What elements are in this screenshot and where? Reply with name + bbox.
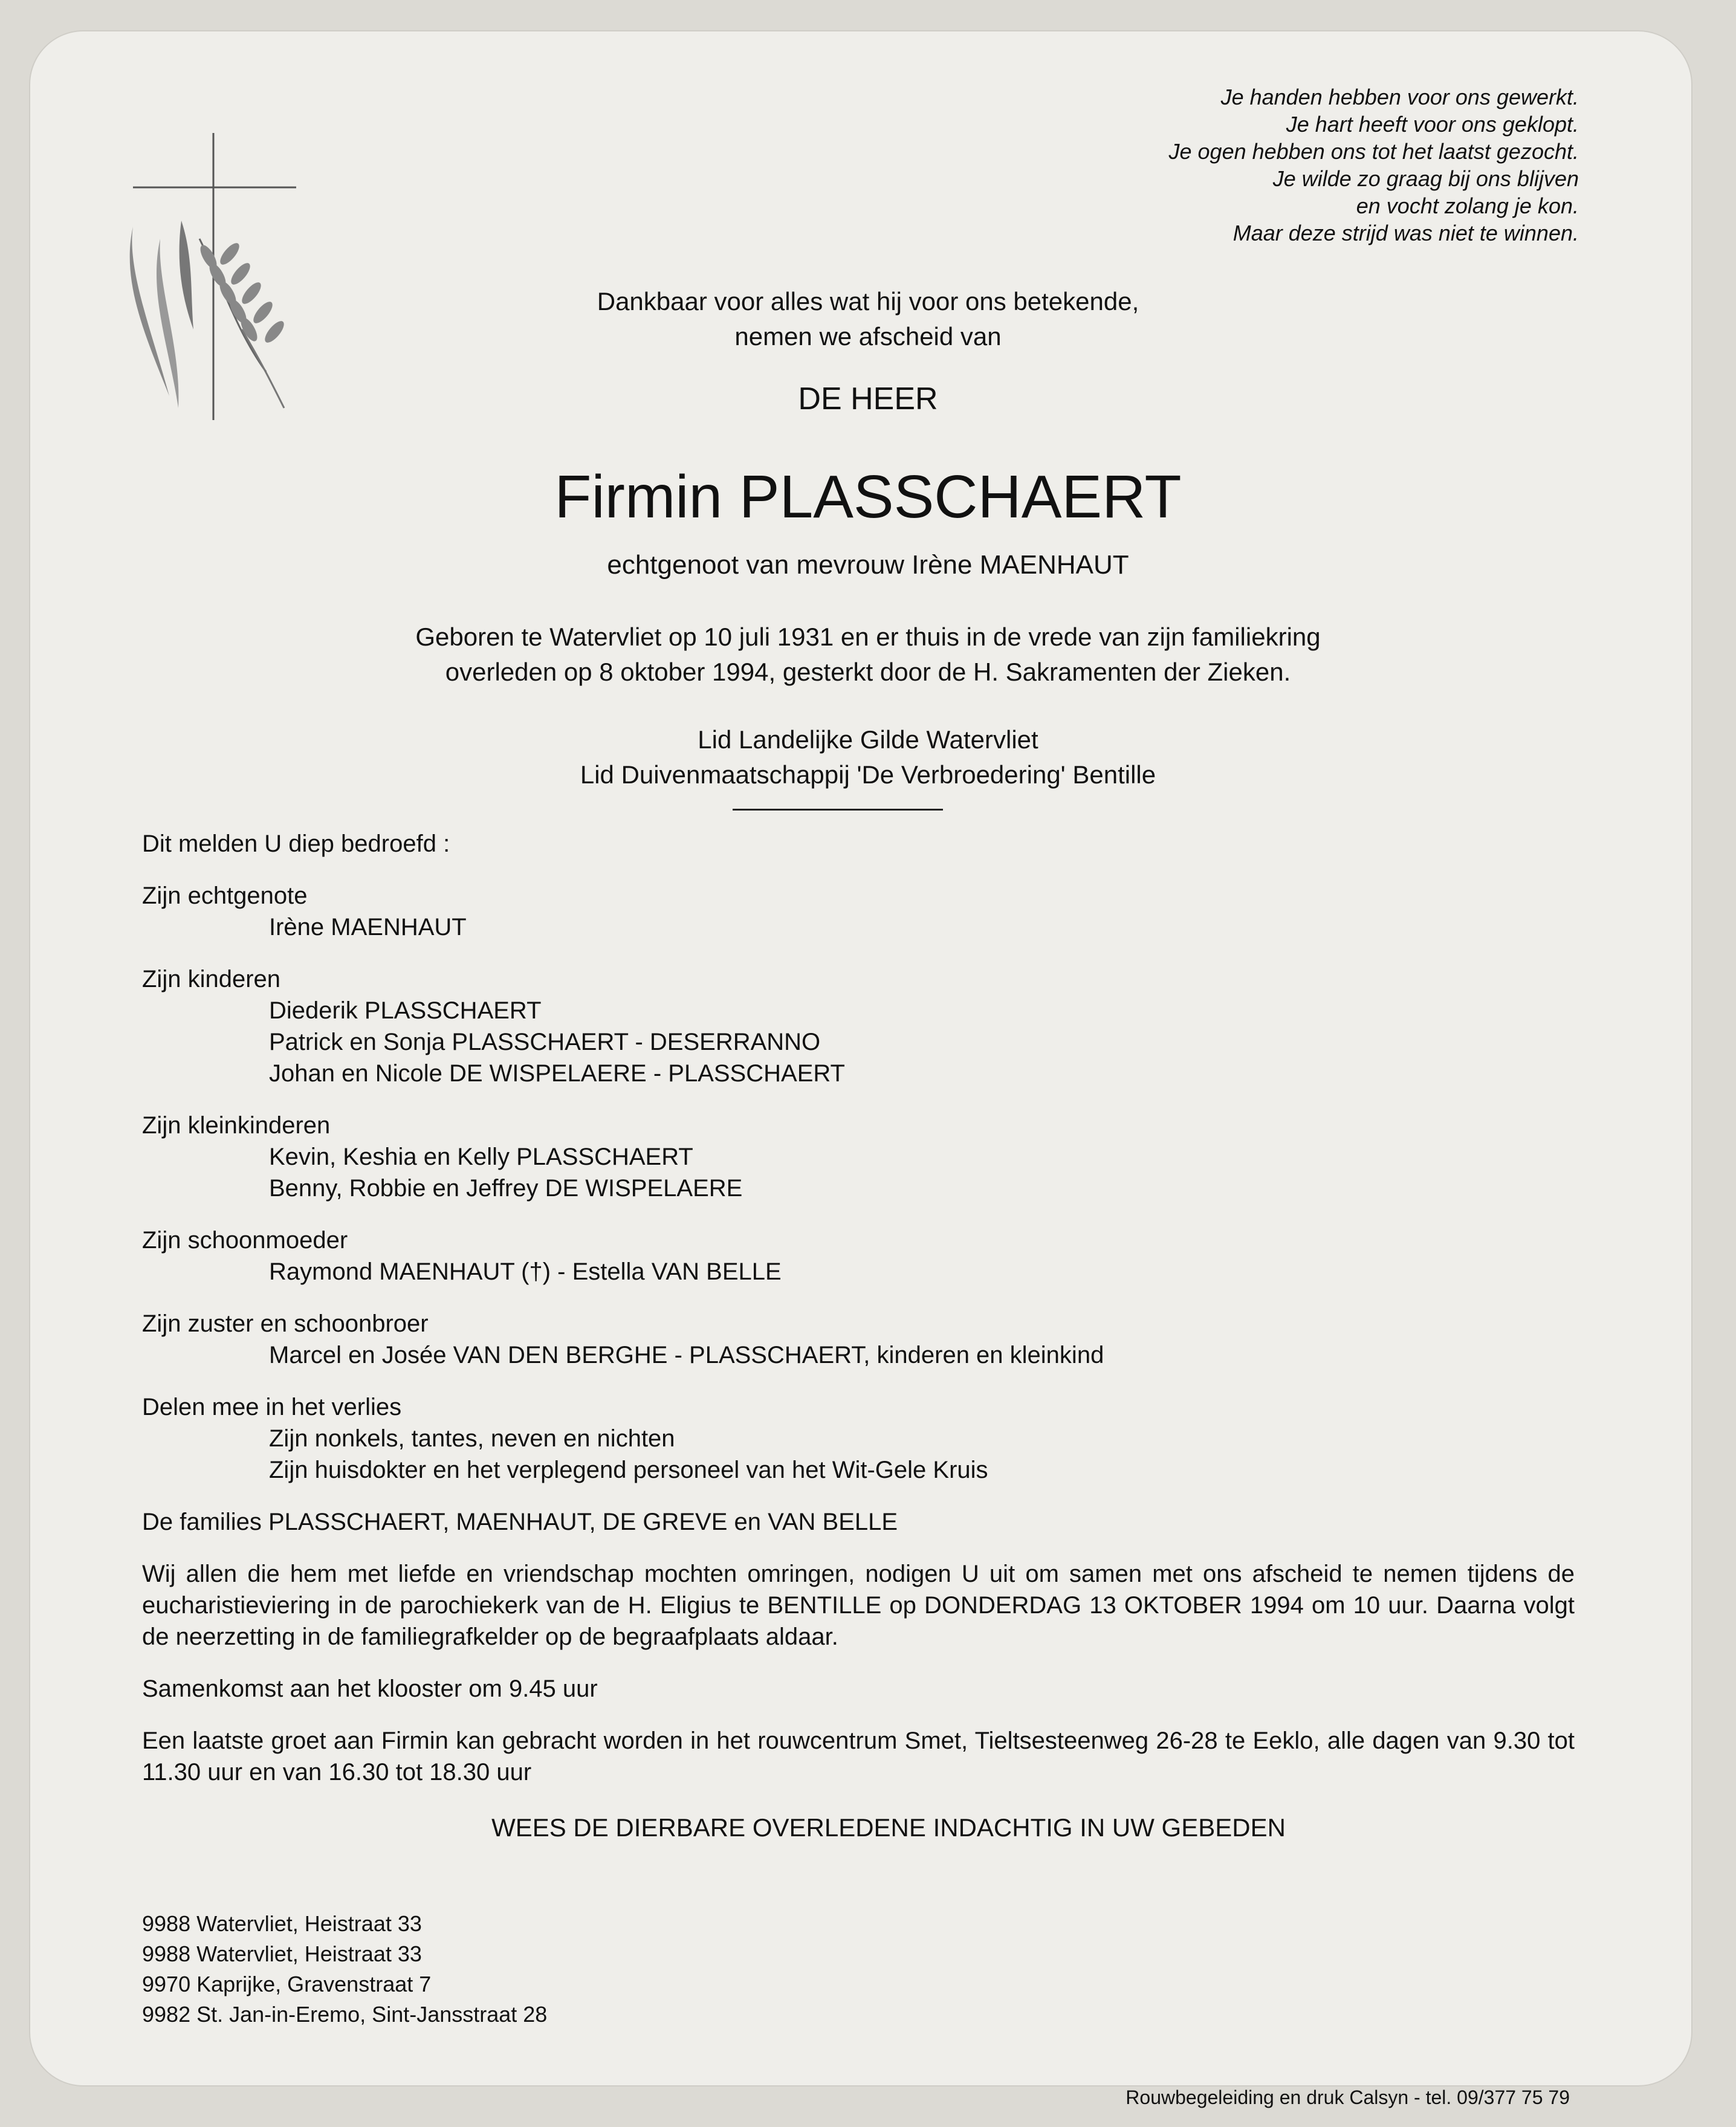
poem-line: en vocht zolang je kon.: [1356, 193, 1579, 218]
divider: [733, 809, 943, 811]
membership-line: Lid Landelijke Gilde Watervliet: [698, 725, 1038, 754]
family-group: [142, 880, 1575, 943]
poem-line: Je wilde zo graag bij ons blijven: [1272, 166, 1579, 191]
family-group-head: Delen mee in het verlies: [142, 1394, 402, 1420]
intro: [0, 284, 1736, 354]
family-group: [142, 963, 1575, 1089]
family-group-head: Zijn kinderen: [142, 966, 281, 992]
family-member: Patrick en Sonja PLASSCHAERT - DESERRANNO: [269, 1029, 821, 1055]
family-group: [142, 1391, 1575, 1486]
last-greeting-paragraph: Een laatste groet aan Firmin kan gebracht worden in het rouwcentrum Smet, Tieltsesteenweg 26-28 te Eeklo, alle dagen van 9.30 tot 11.30 uur en van 16.30 tot 18.30 uur: [142, 1727, 1575, 1785]
membership-line: Lid Duivenmaatschappij 'De Verbroedering' Bentille: [580, 760, 1156, 789]
family-member: Zijn huisdokter en het verplegend personeel van het Wit-Gele Kruis: [269, 1457, 988, 1483]
poem-line: Je ogen hebben ons tot het laatst gezocht.: [1168, 139, 1579, 164]
family-group: [142, 1308, 1575, 1371]
poem-line: Je hart heeft voor ons geklopt.: [1286, 112, 1579, 137]
family-group-head: Zijn zuster en schoonbroer: [142, 1310, 429, 1337]
poem: [1169, 83, 1579, 247]
family-member: Raymond MAENHAUT (†) - Estella VAN BELLE: [269, 1258, 782, 1285]
family-group-head: Zijn echtgenote: [142, 882, 308, 909]
addresses: [142, 1909, 547, 2030]
address-line: 9970 Kaprijke, Gravenstraat 7: [142, 1972, 432, 1996]
printer-credit: Rouwbegeleiding en druk Calsyn - tel. 09/377 75 79: [1125, 2087, 1570, 2108]
family-member: Benny, Robbie en Jeffrey DE WISPELAERE: [269, 1175, 743, 1202]
family-group: [142, 1225, 1575, 1287]
died-line: overleden op 8 oktober 1994, gesterkt door de H. Sakramenten der Zieken.: [445, 658, 1291, 686]
gathering-line: Samenkomst aan het klooster om 9.45 uur: [142, 1675, 598, 1702]
life-dates: [0, 620, 1736, 690]
address-line: 9988 Watervliet, Heistraat 33: [142, 1911, 422, 1936]
announcement-body: [142, 828, 1575, 1844]
family-member: Zijn nonkels, tantes, neven en nichten: [269, 1425, 675, 1452]
invitation-paragraph: Wij allen die hem met liefde en vriendschap mochten omringen, nodigen U uit om samen met ons afscheid te nemen tijdens de eucharistieviering in de parochiekerk van de H. Eligius te BENTILLE op DONDERDAG 13 OKTOBER 1994 om 10 uur. Daarna volgt de neerzetting in de familiegrafkelder op de begraafplaats aldaar.: [142, 1561, 1575, 1650]
family-group: [142, 1110, 1575, 1204]
intro-line: Dankbaar voor alles wat hij voor ons betekende,: [597, 287, 1139, 316]
family-member: Kevin, Keshia en Kelly PLASSCHAERT: [269, 1144, 693, 1170]
family-member: Marcel en Josée VAN DEN BERGHE - PLASSCHAERT, kinderen en kleinkind: [269, 1342, 1104, 1368]
intro-line: nemen we afscheid van: [734, 322, 1002, 351]
address-line: 9988 Watervliet, Heistraat 33: [142, 1941, 422, 1966]
honorific: DE HEER: [798, 381, 938, 416]
spouse-line: echtgenoot van mevrouw Irène MAENHAUT: [607, 550, 1129, 580]
family-group-head: Zijn schoonmoeder: [142, 1227, 348, 1254]
announce-line: Dit melden U diep bedroefd :: [142, 830, 450, 857]
poem-line: Je handen hebben voor ons gewerkt.: [1220, 85, 1579, 109]
poem-line: Maar deze strijd was niet te winnen.: [1232, 221, 1579, 245]
memberships: [0, 722, 1736, 792]
deceased-name: Firmin PLASSCHAERT: [554, 463, 1182, 531]
address-line: 9982 St. Jan-in-Eremo, Sint-Jansstraat 28: [142, 2002, 548, 2027]
family-member: Diederik PLASSCHAERT: [269, 997, 542, 1024]
family-group-head: Zijn kleinkinderen: [142, 1112, 331, 1139]
born-line: Geboren te Watervliet op 10 juli 1931 en er thuis in de vrede van zijn familiekring: [415, 623, 1321, 651]
families-line: De families PLASSCHAERT, MAENHAUT, DE GREVE en VAN BELLE: [142, 1509, 898, 1535]
family-member: Irène MAENHAUT: [269, 914, 467, 940]
family-member: Johan en Nicole DE WISPELAERE - PLASSCHAERT: [269, 1060, 845, 1087]
prayer-line: WEES DE DIERBARE OVERLEDENE INDACHTIG IN UW GEBEDEN: [491, 1813, 1286, 1842]
